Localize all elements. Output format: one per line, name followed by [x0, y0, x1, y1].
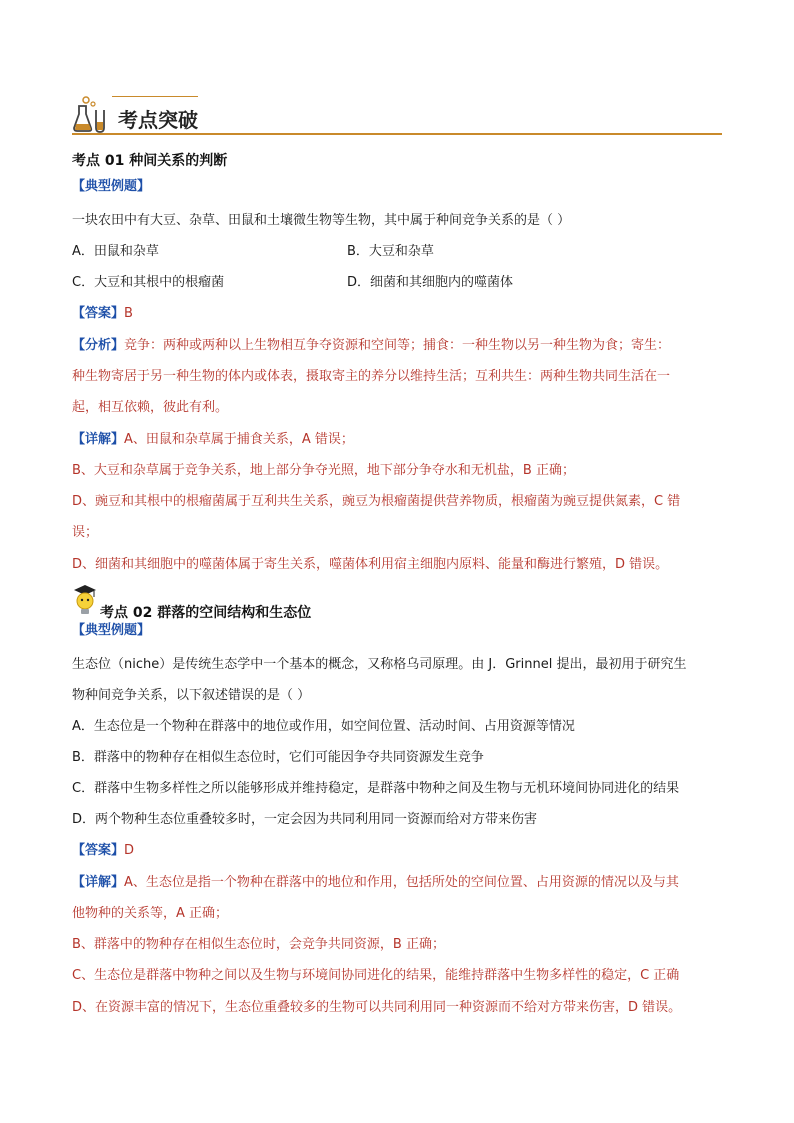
header-icon-flasks [72, 94, 112, 134]
flask-icon [72, 94, 112, 134]
section1-detail-line-3: 误； [72, 525, 99, 540]
header-underline [72, 133, 722, 135]
analysis-label: 【分析】 [72, 338, 125, 353]
section2-detail-line-4: D、在资源丰富的情况下，生态位重叠较多的生物可以共同利用同一种资源而不给对方带来伤害，D 错误。 [72, 1000, 682, 1015]
detail-label: 【详解】 [72, 875, 125, 890]
section1-analysis-line-1: 种生物寄居于另一种生物的体内或体表，摄取寄主的养分以维持生活；互利共生：两种生物共同生活在一 [72, 369, 671, 384]
analysis-text: 竞争：两种或两种以上生物相互争夺资源和空间等；捕食：一种生物以另一种生物为食；寄生： [124, 338, 671, 353]
section2-icon-lightbulb [70, 582, 100, 616]
section2-detail-line-2: B、群落中的物种存在相似生态位时，会竞争共同资源，B 正确； [72, 937, 445, 952]
detail-text: A、田鼠和杂草属于捕食关系，A 错误； [124, 432, 354, 447]
section1-detail-line-2: D、豌豆和其根中的根瘤菌属于互利共生关系，豌豆为根瘤菌提供营养物质，根瘤菌为豌豆提供氮素，C 错 [72, 494, 681, 509]
header-title: 考点突破 [118, 108, 198, 132]
section2-detail-line-0 [72, 875, 679, 891]
section1-analysis-line-2: 起，相互依赖，彼此有利。 [72, 400, 229, 415]
section2-answer [72, 843, 134, 859]
section2-option-b: B．群落中的物种存在相似生态位时，它们可能因争夺共同资源发生竞争 [72, 750, 484, 765]
section1-analysis-line-0 [72, 338, 670, 354]
section1-option-a: A．田鼠和杂草 [72, 244, 159, 259]
answer-label: 【答案】 [72, 306, 125, 321]
section1-option-d: D．细菌和其细胞内的噬菌体 [347, 275, 514, 290]
lightbulb-graduate-icon [70, 582, 100, 616]
section1-detail-line-0 [72, 432, 354, 448]
section1-example-label: 【典型例题】 [72, 179, 151, 194]
section2-question-line-0: 生态位（niche）是传统生态学中一个基本的概念，又称格乌司原理。由 J．Grinnel 提出，最初用于研究生 [72, 657, 687, 672]
section1-answer [72, 306, 133, 322]
section1-detail-line-1: B、大豆和杂草属于竞争关系，地上部分争夺光照，地下部分争夺水和无机盐，B 正确； [72, 463, 575, 478]
section1-question: 一块农田中有大豆、杂草、田鼠和土壤微生物等生物，其中属于种间竞争关系的是（ ） [72, 213, 571, 228]
section2-option-c: C．群落中生物多样性之所以能够形成并维持稳定，是群落中物种之间及生物与无机环境间协同进化的结果 [72, 781, 680, 796]
section1-option-b: B．大豆和杂草 [347, 244, 434, 259]
answer-value: D [124, 843, 135, 858]
section2-option-a: A．生态位是一个物种在群落中的地位或作用，如空间位置、活动时间、占用资源等情况 [72, 719, 575, 734]
section2-question-line-1: 物种间竞争关系，以下叙述错误的是（ ） [72, 688, 311, 703]
section2-example-label: 【典型例题】 [72, 623, 151, 638]
answer-label: 【答案】 [72, 843, 125, 858]
section1-title: 考点 01 种间关系的判断 [72, 153, 228, 169]
detail-label: 【详解】 [72, 432, 125, 447]
answer-value: B [124, 306, 133, 321]
detail-text: A、生态位是指一个物种在群落中的地位和作用，包括所处的空间位置、占用资源的情况以及与其 [124, 875, 679, 890]
header-top-rule [112, 96, 198, 97]
section1-option-c: C．大豆和其根中的根瘤菌 [72, 275, 225, 290]
section2-detail-line-3: C、生态位是群落中物种之间以及生物与环境间协同进化的结果，能维持群落中生物多样性的稳定，C 正确 [72, 968, 680, 983]
section2-detail-line-1: 他物种的关系等，A 正确； [72, 906, 229, 921]
section2-option-d: D．两个物种生态位重叠较多时，一定会因为共同利用同一资源而给对方带来伤害 [72, 812, 538, 827]
section1-detail-line-4: D、细菌和其细胞中的噬菌体属于寄生关系，噬菌体利用宿主细胞内原料、能量和酶进行繁殖，D 错误。 [72, 557, 669, 572]
section2-title: 考点 02 群落的空间结构和生态位 [100, 605, 312, 621]
